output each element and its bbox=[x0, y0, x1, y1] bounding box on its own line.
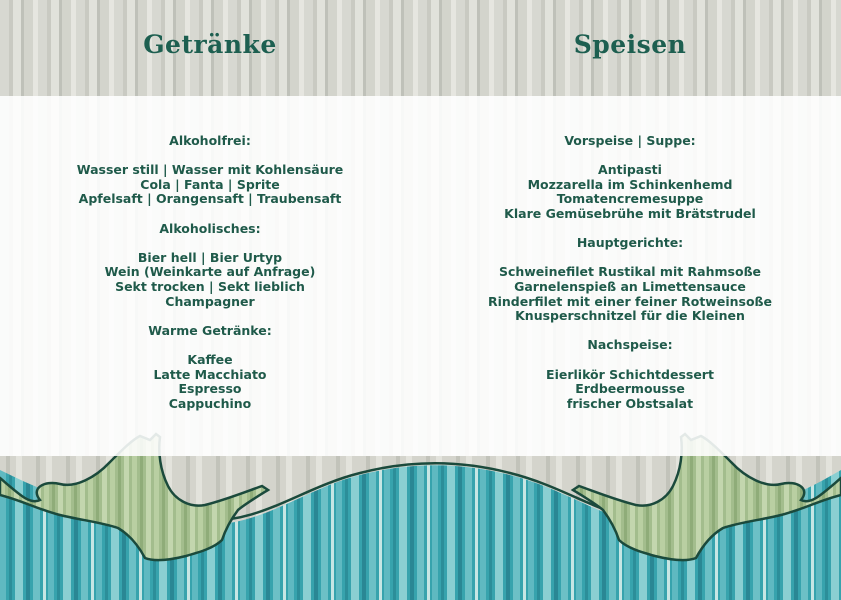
menu-item: Erdbeermousse bbox=[575, 381, 685, 397]
menu-item: Cappuchino bbox=[168, 395, 252, 411]
menu-item: Schweinefilet Rustikal mit Rahmsoße bbox=[498, 264, 762, 280]
menu-item: frischer Obstsalat bbox=[566, 395, 694, 411]
menu-item: Wasser still | Wasser mit Kohlensäure bbox=[76, 162, 344, 178]
spacer bbox=[0, 338, 420, 353]
spacer bbox=[420, 251, 840, 266]
spacer bbox=[420, 324, 840, 339]
menu-item: Latte Macchiato bbox=[153, 366, 267, 382]
drinks-title: Getränke bbox=[143, 30, 277, 59]
menu-item: Wein (Weinkarte auf Anfrage) bbox=[104, 264, 316, 280]
menu-item: Mozzarella im Schinkenhemd bbox=[527, 176, 733, 192]
menu-item: Sekt trocken | Sekt lieblich bbox=[115, 278, 305, 294]
section-heading: Warme Getränke: bbox=[148, 322, 272, 338]
spacer bbox=[420, 353, 840, 368]
section-heading: Hauptgerichte: bbox=[576, 235, 684, 251]
menu-item: Kaffee bbox=[187, 351, 233, 367]
spacer bbox=[0, 309, 420, 324]
spacer bbox=[420, 222, 840, 237]
spacer bbox=[420, 149, 840, 164]
menu-item: Klare Gemüsebrühe mit Brätstrudel bbox=[504, 205, 756, 221]
menu-item: Eierlikör Schichtdessert bbox=[546, 366, 714, 382]
menu-item: Espresso bbox=[178, 381, 242, 397]
spacer bbox=[0, 149, 420, 164]
menu-item: Rinderfilet mit einer feiner Rotweinsoße bbox=[487, 293, 773, 309]
section-heading: Nachspeise: bbox=[587, 337, 673, 353]
spacer bbox=[0, 207, 420, 222]
menu-item: Antipasti bbox=[598, 162, 662, 178]
spacer bbox=[0, 236, 420, 251]
menu-item: Champagner bbox=[165, 293, 255, 309]
menu-item: Knusperschnitzel für die Kleinen bbox=[515, 308, 745, 324]
menu-item: Bier hell | Bier Urtyp bbox=[137, 249, 283, 265]
drinks-list bbox=[0, 134, 420, 411]
section-heading: Alkoholfrei: bbox=[169, 133, 251, 148]
menu-item: Cola | Fanta | Sprite bbox=[140, 176, 280, 192]
section-heading: Alkoholisches: bbox=[159, 220, 261, 236]
food-list bbox=[420, 134, 840, 411]
menu-item: Apfelsaft | Orangensaft | Traubensaft bbox=[78, 191, 342, 207]
section-heading: Vorspeise | Suppe: bbox=[564, 133, 696, 148]
menu-item: Tomatencremesuppe bbox=[556, 191, 704, 207]
menu-item: Garnelenspieß an Limettensauce bbox=[514, 278, 746, 294]
food-title: Speisen bbox=[573, 30, 687, 59]
